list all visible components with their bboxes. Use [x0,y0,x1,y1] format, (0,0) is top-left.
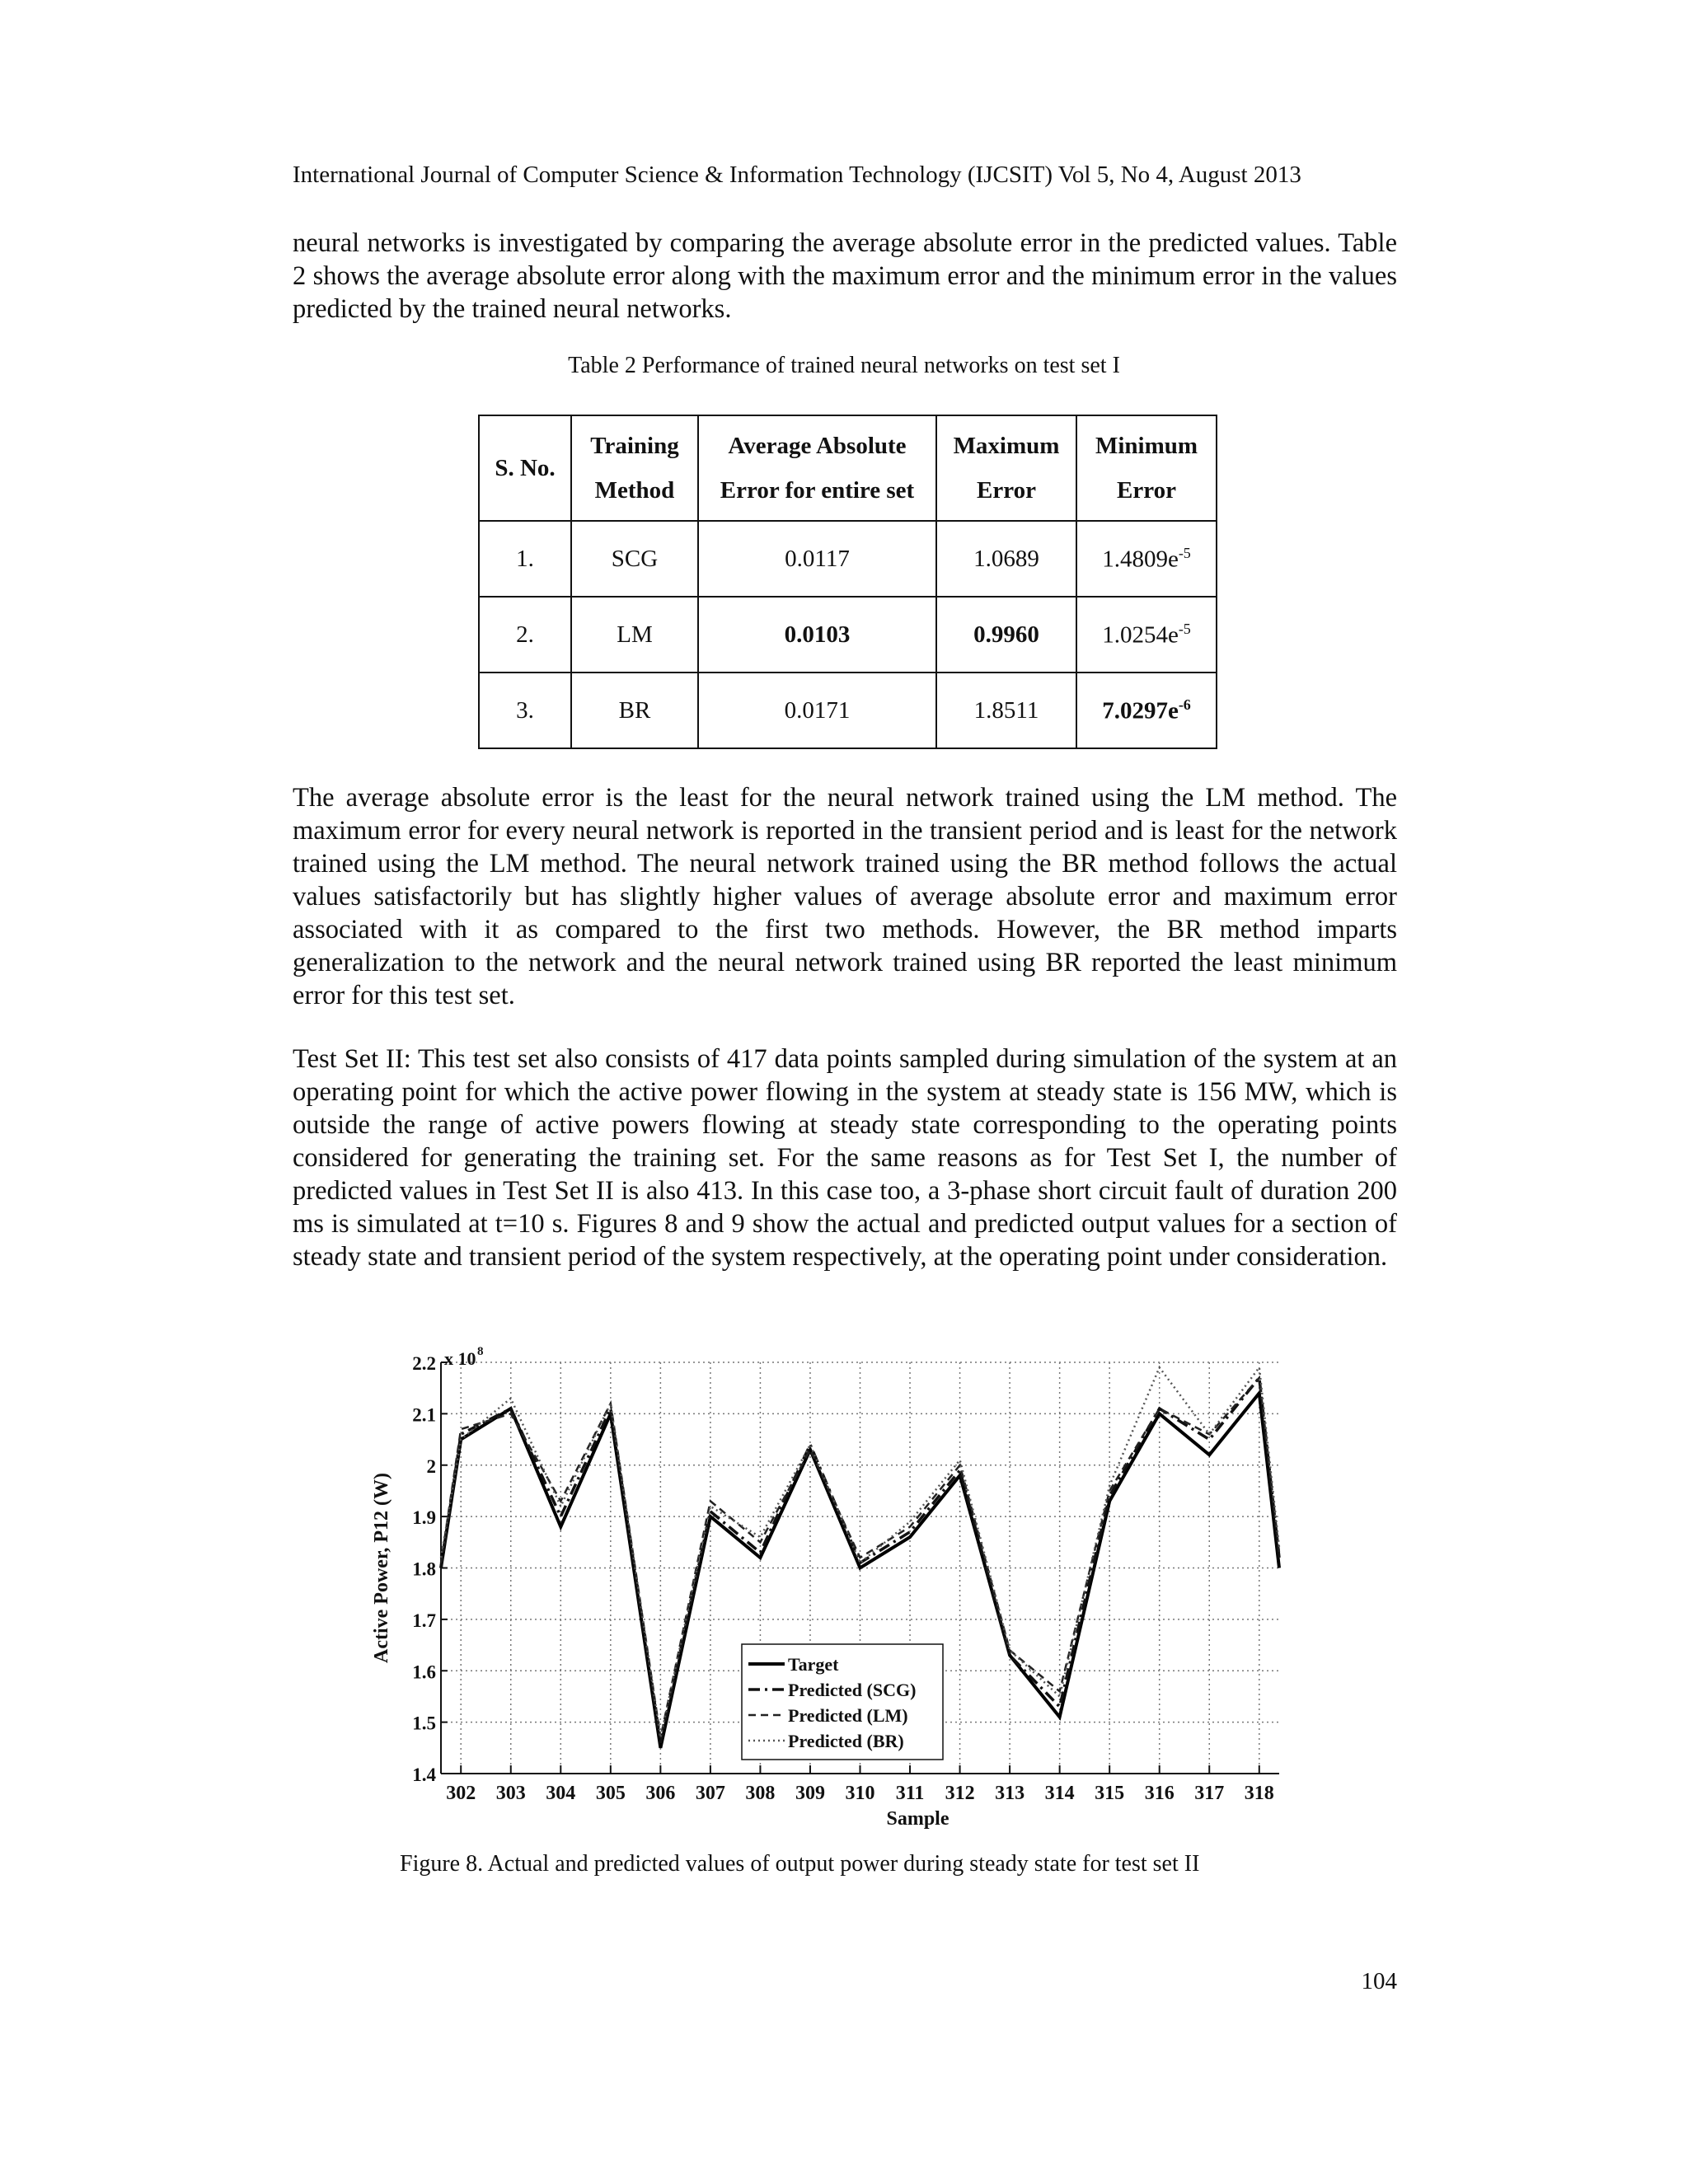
table-caption: Table 2 Performance of trained neural networks on test set I [568,353,1120,378]
x-tick-label: 313 [995,1783,1025,1804]
x-tick-label: 307 [695,1783,725,1804]
y-tick-label: 2.1 [412,1404,436,1426]
table-row [479,673,1217,748]
cell-avg: 0.0103 [698,597,936,673]
y-tick-label: 1.4 [412,1765,436,1785]
y-tick-label: 1.7 [412,1610,436,1631]
y-tick-label: 2.2 [412,1353,436,1374]
cell-avg: 0.0117 [698,521,936,597]
y-scale-label: x 10 [444,1348,476,1369]
y-scale-exponent: 8 [477,1345,484,1358]
journal-header: International Journal of Computer Science & Information Technology (IJCSIT) Vol 5, No 4, August 2013 [293,162,1301,188]
x-tick-label: 315 [1095,1783,1125,1804]
y-tick-label: 2 [426,1455,436,1477]
x-tick-label: 310 [845,1783,875,1804]
legend-entry: Target [788,1654,839,1675]
cell-sno: 3. [479,673,571,748]
cell-method: LM [571,597,698,673]
legend-entry: Predicted (BR) [788,1731,904,1751]
cell-max: 0.9960 [936,597,1076,673]
figure-8 [363,1343,1319,1838]
x-tick-label: 317 [1194,1783,1225,1804]
x-tick-label: 312 [945,1783,975,1804]
x-tick-label: 304 [546,1783,576,1804]
x-tick-label: 314 [1044,1783,1075,1804]
analysis-paragraph: The average absolute error is the least for the neural network trained using the LM method. The maximum error for every neural network is reported in the transient period and is least for the network trained using the LM method. The neural network trained using the BR method follows the actual values satisfactorily but has slightly higher values of average absolute error and maximum error associated with it as compared to the first two methods. However, the BR method imparts generalization to the network and the neural network trained using BR reported the least minimum error for this test set. [293,783,1397,1010]
cell-min: $1.4809e^{-5}$ [1076,521,1217,597]
cell-min: $1.0254e^{-5}$ [1076,597,1217,673]
cell-sno: 2. [479,597,571,673]
x-tick-label: 309 [795,1783,825,1804]
x-tick-label: 306 [645,1783,676,1804]
y-tick-label: 1.5 [412,1713,436,1734]
header-training-method: Training Method [571,415,698,521]
intro-paragraph: neural networks is investigated by comparing the average absolute error in the predicted values. Table 2 shows the average absolute error along with the maximum error and the minimum error in the values predicted by the trained neural networks. [293,228,1397,324]
performance-table [478,415,1217,749]
cell-method: SCG [571,521,698,597]
x-tick-label: 316 [1144,1783,1175,1804]
page-number: 104 [1361,1968,1397,1994]
cell-min: $7.0297e^{-6}$ [1076,673,1217,748]
x-tick-label: 302 [446,1783,476,1804]
cell-method: BR [571,673,698,748]
y-tick-label: 1.8 [412,1558,436,1580]
y-tick-label: 1.9 [412,1507,436,1529]
table-header-row [479,415,1217,521]
cell-avg: 0.0171 [698,673,936,748]
header-average-error: Average Absolute Error for entire set [698,415,936,521]
test-set-2-paragraph: Test Set II: This test set also consists of 417 data points sampled during simulation of the system at an operating point for which the active power flowing in the system at steady state is 156 MW, which is outside the range of active powers flowing at steady state corresponding to the operating points considered for generating the training set. For the same reasons as for Test Set I, the number of predicted values in Test Set II is also 413. In this case too, a 3-phase short circuit fault of duration 200 ms is simulated at t=10 s. Figures 8 and 9 show the actual and predicted output values for a section of steady state and transient period of the system respectively, at the operating point under consideration. [293,1044,1397,1272]
cell-max: 1.0689 [936,521,1076,597]
y-tick-label: 1.6 [412,1661,436,1683]
cell-sno: 1. [479,521,571,597]
cell-max: 1.8511 [936,673,1076,748]
legend-entry: Predicted (SCG) [788,1680,917,1700]
x-tick-label: 305 [595,1783,626,1804]
header-minimum-error: Minimum Error [1076,415,1217,521]
x-tick-label: 308 [745,1783,776,1804]
line-chart [363,1343,1319,1838]
x-tick-label: 318 [1244,1783,1274,1804]
table-row [479,597,1217,673]
x-tick-label: 311 [895,1783,925,1804]
legend-entry: Predicted (LM) [788,1705,908,1726]
x-axis-label: Sample [886,1808,950,1830]
y-axis-label: Active Power, P12 (W) [371,1472,392,1664]
header-maximum-error: Maximum Error [936,415,1076,521]
figure-caption: Figure 8. Actual and predicted values of output power during steady state for test set II [400,1851,1200,1877]
header-sno: S. No. [479,415,571,521]
x-tick-label: 303 [495,1783,526,1804]
table-row [479,521,1217,597]
